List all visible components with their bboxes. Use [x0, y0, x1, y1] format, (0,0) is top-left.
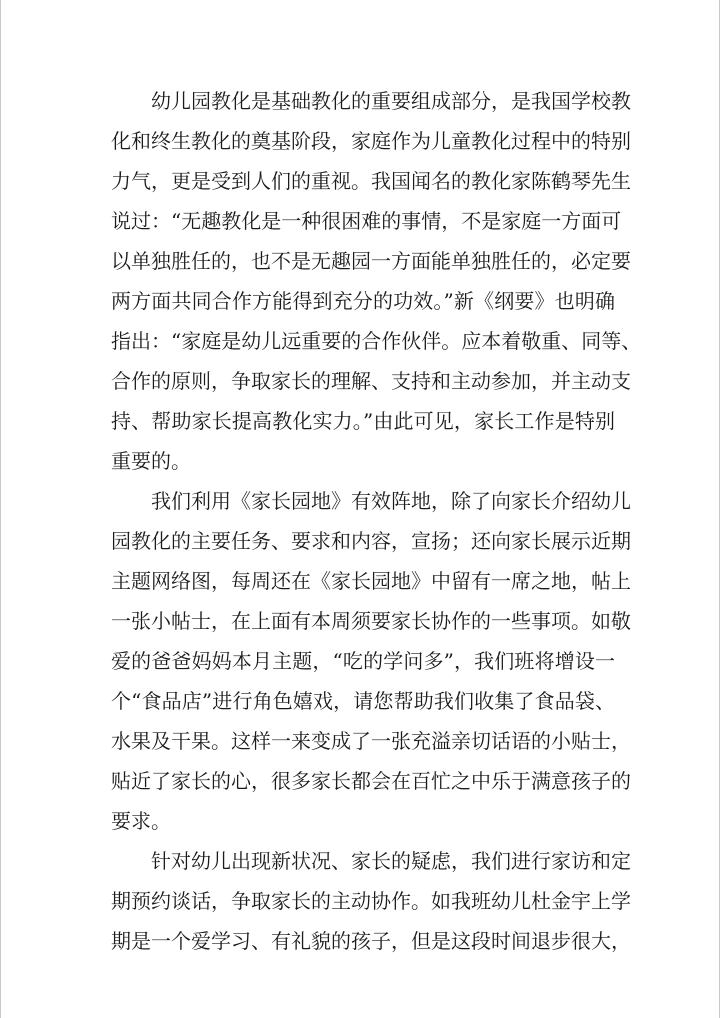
text-line: 以单独胜任的，也不是无趣园一方面能单独胜任的，必定要	[111, 249, 631, 273]
text-line: 爱的爸爸妈妈本月主题，“吃的学问多”，我们班将增设一	[111, 649, 615, 673]
text-line: 针对幼儿出现新状况、家长的疑虑，我们进行家访和定	[151, 849, 631, 873]
text-line: 个“食品店”进行角色嬉戏，请您帮助我们收集了食品袋、	[111, 689, 615, 713]
text-line: 力气，更是受到人们的重视。我国闻名的教化家陈鹤琴先生	[111, 169, 631, 193]
body-text	[111, 81, 642, 961]
text-line: 主题网络图，每周还在《家长园地》中留有一席之地，帖上	[111, 569, 631, 593]
text-line: 水果及干果。这样一来变成了一张充溢亲切话语的小贴士，	[111, 729, 631, 753]
text-line: 指出：“家庭是幼儿远重要的合作伙伴。应本着敬重、同等、	[111, 329, 642, 353]
text-line: 持、帮助家长提高教化实力。”由此可见，家长工作是特别	[111, 409, 615, 433]
text-line: 期是一个爱学习、有礼貌的孩子，但是这段时间退步很大，	[111, 929, 631, 953]
text-line: 说过：“无趣教化是一种很困难的事情，不是家庭一方面可	[111, 209, 622, 233]
text-line: 期预约谈话，争取家长的主动协作。如我班幼儿杜金宇上学	[111, 889, 631, 913]
text-line: 要求。	[111, 809, 171, 833]
text-line: 两方面共同合作方能得到充分的功效。”新《纲要》也明确	[111, 289, 615, 313]
text-line: 幼儿园教化是基础教化的重要组成部分，是我国学校教	[151, 89, 631, 113]
text-line: 化和终生教化的奠基阶段，家庭作为儿童教化过程中的特别	[111, 129, 631, 153]
text-line: 重要的。	[111, 449, 191, 473]
text-line: 贴近了家长的心，很多家长都会在百忙之中乐于满意孩子的	[111, 769, 631, 793]
text-line: 园教化的主要任务、要求和内容，宣扬；还向家长展示近期	[111, 529, 631, 553]
text-line: 一张小帖士，在上面有本周须要家长协作的一些事项。如敬	[111, 609, 631, 633]
text-line: 合作的原则，争取家长的理解、支持和主动参加，并主动支	[111, 369, 631, 393]
text-line: 我们利用《家长园地》有效阵地，除了向家长介绍幼儿	[151, 489, 631, 513]
